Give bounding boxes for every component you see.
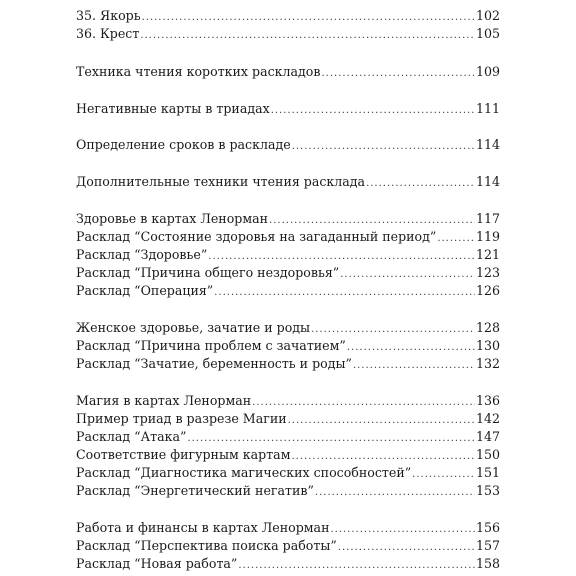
toc-entry[interactable] bbox=[76, 137, 500, 155]
leader-dots bbox=[292, 139, 475, 155]
entry-page: 158 bbox=[475, 556, 500, 571]
entry-title: Определение сроков в раскладе bbox=[76, 137, 291, 152]
entry-title: Расклад “Причина проблем с зачатием” bbox=[76, 338, 346, 353]
toc-entry[interactable] bbox=[76, 229, 500, 247]
cut-off-previous-entry bbox=[76, 0, 500, 3]
leader-dots bbox=[321, 66, 474, 82]
toc-entry[interactable] bbox=[76, 393, 500, 411]
entry-page: 132 bbox=[475, 356, 500, 371]
entry-title: Расклад “Энергетический негатив” bbox=[76, 483, 314, 498]
leader-dots bbox=[269, 213, 475, 229]
entry-page: 128 bbox=[475, 320, 500, 335]
entry-page: 142 bbox=[475, 411, 500, 426]
toc-entry[interactable] bbox=[76, 265, 500, 283]
entry-title: Расклад “Новая работа” bbox=[76, 556, 238, 571]
leader-dots bbox=[437, 231, 475, 247]
leader-dots bbox=[340, 267, 475, 283]
entry-title: 36. Крест bbox=[76, 26, 140, 41]
toc-entry[interactable] bbox=[76, 8, 500, 26]
entry-title: Расклад “Операция” bbox=[76, 283, 214, 298]
leader-dots bbox=[238, 558, 475, 574]
entry-title: Расклад “Диагностика магических способностей” bbox=[76, 465, 412, 480]
entry-page: 123 bbox=[475, 265, 500, 280]
leader-dots bbox=[292, 449, 475, 465]
toc-entry[interactable] bbox=[76, 556, 500, 574]
entry-title: Женское здоровье, зачатие и роды bbox=[76, 320, 311, 335]
toc-entry[interactable] bbox=[76, 338, 500, 356]
entry-title: Техника чтения коротких раскладов bbox=[76, 64, 321, 79]
entry-page: 117 bbox=[475, 211, 500, 226]
leader-dots bbox=[142, 10, 475, 26]
leader-dots bbox=[338, 540, 475, 556]
entry-title: Расклад “Здоровье” bbox=[76, 247, 208, 262]
leader-dots bbox=[311, 322, 475, 338]
leader-dots bbox=[271, 103, 475, 119]
toc-entry[interactable] bbox=[76, 64, 500, 82]
entry-title: Расклад “Атака” bbox=[76, 429, 187, 444]
entry-title: Здоровье в картах Ленорман bbox=[76, 211, 269, 226]
entry-page: 114 bbox=[475, 137, 500, 152]
entry-page: 136 bbox=[475, 393, 500, 408]
toc-entry[interactable] bbox=[76, 320, 500, 338]
toc-entry[interactable] bbox=[76, 483, 500, 501]
toc-entry[interactable] bbox=[76, 538, 500, 556]
entry-title: 35. Якорь bbox=[76, 8, 141, 23]
entry-page: 105 bbox=[475, 26, 500, 41]
entry-page: 153 bbox=[475, 483, 500, 498]
entry-title: Негативные карты в триадах bbox=[76, 101, 270, 116]
leader-dots bbox=[252, 395, 475, 411]
leader-dots bbox=[315, 485, 475, 501]
toc-entry[interactable] bbox=[76, 283, 500, 301]
toc-entry[interactable] bbox=[76, 447, 500, 465]
entry-page: 147 bbox=[475, 429, 500, 444]
leader-dots bbox=[288, 413, 475, 429]
leader-dots bbox=[140, 28, 475, 44]
entry-page: 130 bbox=[475, 338, 500, 353]
toc-entry[interactable] bbox=[76, 26, 500, 44]
entry-title: Пример триад в разрезе Магии bbox=[76, 411, 287, 426]
entry-title: Расклад “Состояние здоровья на загаданный период” bbox=[76, 229, 437, 244]
toc-entry[interactable] bbox=[76, 411, 500, 429]
toc-entry[interactable] bbox=[76, 211, 500, 229]
entry-page: 156 bbox=[475, 520, 500, 535]
entry-title: Работа и финансы в картах Ленорман bbox=[76, 520, 330, 535]
leader-dots bbox=[330, 522, 474, 538]
toc-entry[interactable] bbox=[76, 101, 500, 119]
toc-entry[interactable] bbox=[76, 174, 500, 192]
entry-page: 109 bbox=[475, 64, 500, 79]
toc-entry[interactable] bbox=[76, 356, 500, 374]
leader-dots bbox=[214, 285, 475, 301]
toc-entry[interactable] bbox=[76, 247, 500, 265]
toc-entry[interactable] bbox=[76, 465, 500, 483]
entry-page: 102 bbox=[475, 8, 500, 23]
entry-page: 111 bbox=[475, 101, 500, 116]
entry-title: Магия в картах Ленорман bbox=[76, 393, 252, 408]
leader-dots bbox=[347, 340, 475, 356]
entry-title: Дополнительные техники чтения расклада bbox=[76, 174, 366, 189]
entry-page: 114 bbox=[475, 174, 500, 189]
entry-title: Соответствие фигурным картам bbox=[76, 447, 291, 462]
leader-dots bbox=[353, 358, 475, 374]
entry-title: Расклад “Причина общего нездоровья” bbox=[76, 265, 340, 280]
entry-page: 150 bbox=[475, 447, 500, 462]
leader-dots bbox=[366, 176, 475, 192]
entry-page: 121 bbox=[475, 247, 500, 262]
leader-dots bbox=[412, 467, 475, 483]
entry-page: 119 bbox=[475, 229, 500, 244]
entry-page: 157 bbox=[475, 538, 500, 553]
entry-title: Расклад “Зачатие, беременность и роды” bbox=[76, 356, 352, 371]
toc-entry[interactable] bbox=[76, 520, 500, 538]
entry-title: Расклад “Перспектива поиска работы” bbox=[76, 538, 337, 553]
leader-dots bbox=[187, 431, 475, 447]
entry-page: 151 bbox=[475, 465, 500, 480]
toc-entry[interactable] bbox=[76, 429, 500, 447]
entry-page: 126 bbox=[475, 283, 500, 298]
leader-dots bbox=[208, 249, 475, 265]
